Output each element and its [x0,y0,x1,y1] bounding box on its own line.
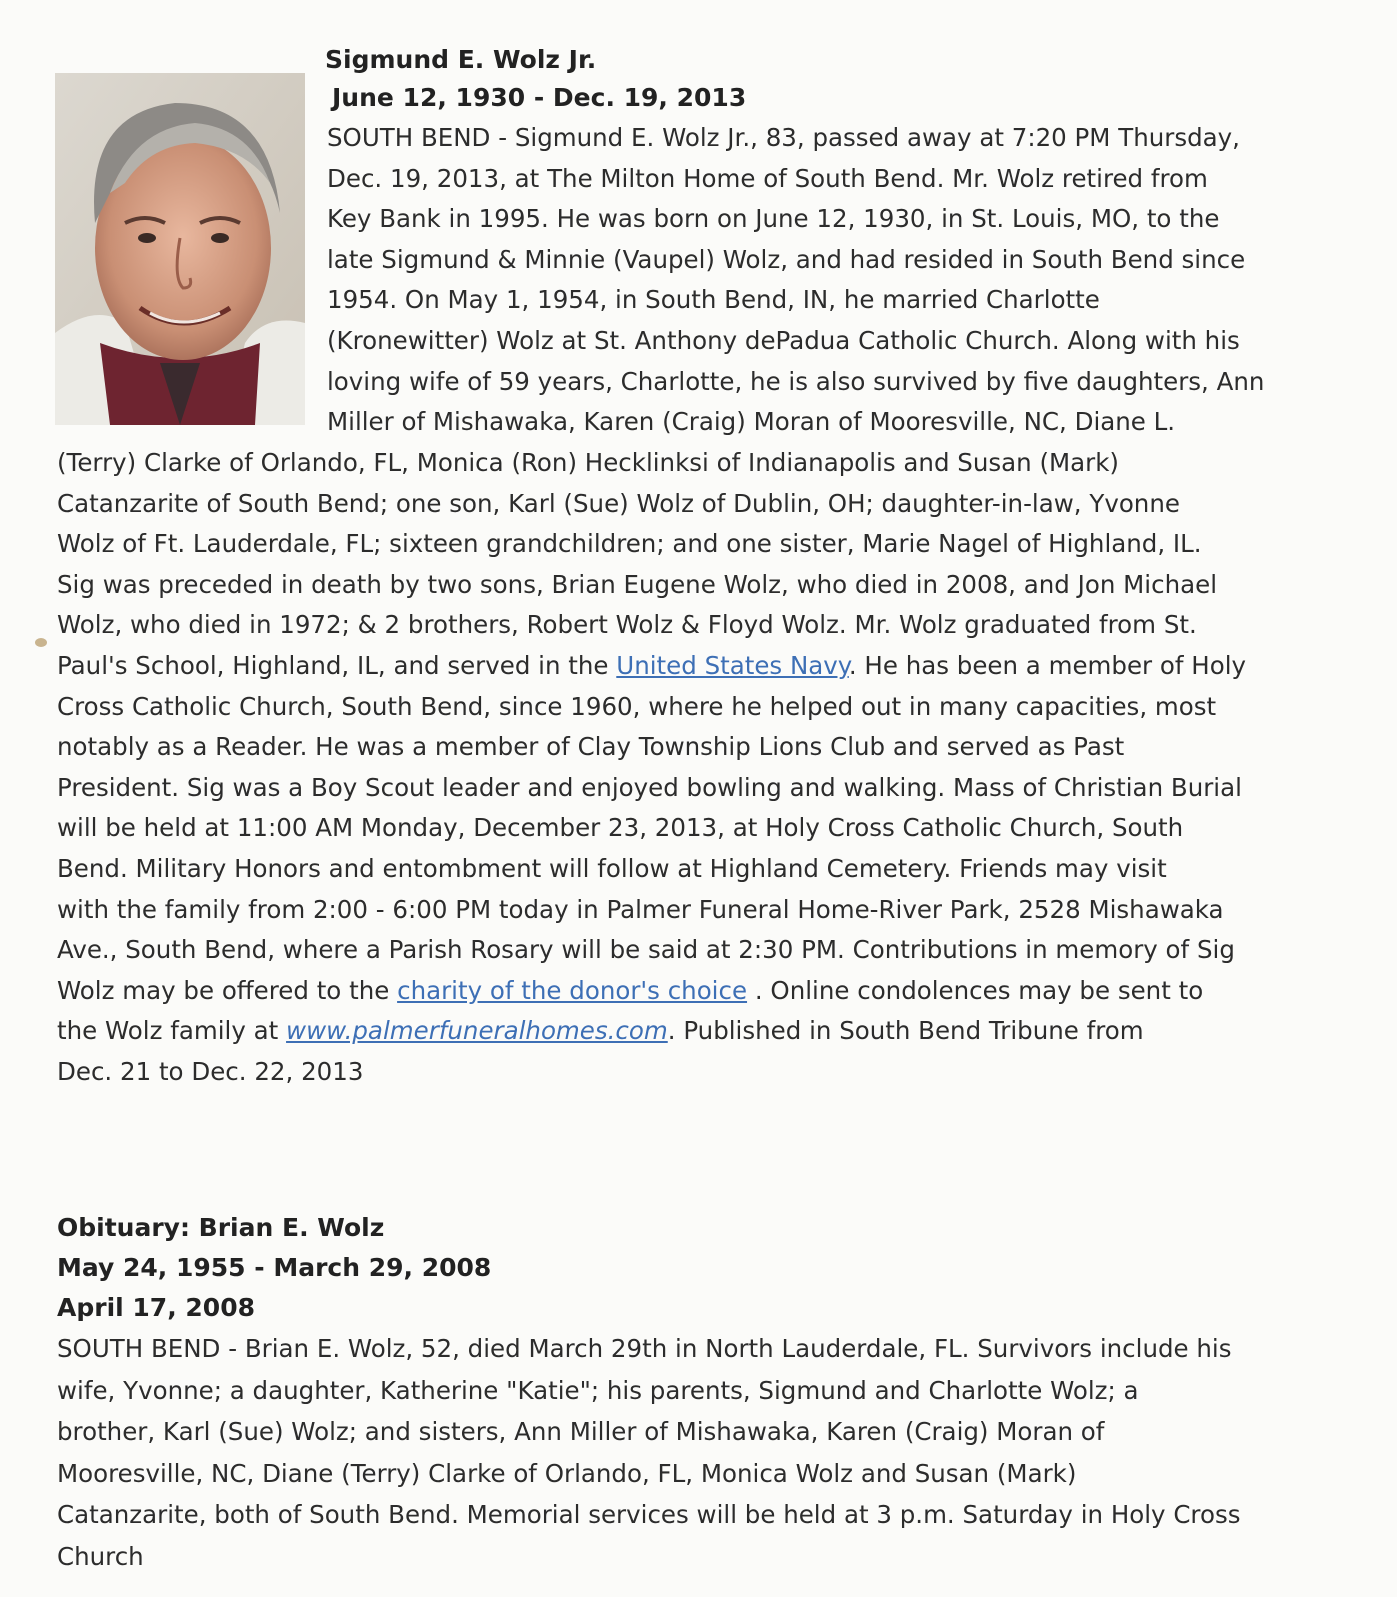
obituary-1-line: (Kronewitter) Wolz at St. Anthony dePadua Catholic Church. Along with his [327,325,1240,355]
charity-link[interactable]: charity of the donor's choice [397,975,748,1005]
obituary-2-published-date: April 17, 2008 [57,1293,255,1322]
obituary-1-name: Sigmund E. Wolz Jr. [325,45,597,74]
obituary-1-charity-line [57,971,1367,1012]
obituary-1-line: will be held at 11:00 AM Monday, December 23, 2013, at Holy Cross Catholic Church, South [57,813,1184,843]
obituary-1-line: Sig was preceded in death by two sons, Brian Eugene Wolz, who died in 2008, and Jon Michael [57,569,1218,599]
obituary-1-line: (Terry) Clarke of Orlando, FL, Monica (Ron) Hecklinksi of Indianapolis and Susan (Mark) [57,448,1119,477]
obituary-2-line: SOUTH BEND - Brian E. Wolz, 52, died March 29th in North Lauderdale, FL. Survivors include his [57,1334,1232,1363]
obituary-1-line: notably as a Reader. He was a member of Clay Township Lions Club and served as Past [57,732,1125,762]
scan-speck [35,638,47,647]
obituary-2-line: Catanzarite, both of South Bend. Memorial services will be held at 3 p.m. Saturday in Holy Cross [57,1500,1241,1529]
website-line-before: the Wolz family at [57,1016,287,1046]
obituary-1-line: Catanzarite of South Bend; one son, Karl (Sue) Wolz of Dublin, OH; daughter-in-law, Yvonne [57,488,1180,518]
navy-line-before: Paul's School, Highland, IL, and served in the [57,650,617,680]
obituary-1-line: Wolz, who died in 1972; & 2 brothers, Robert Wolz & Floyd Wolz. Mr. Wolz graduated from St. [57,610,1197,640]
obituary-1-line: Ave., South Bend, where a Parish Rosary will be said at 2:30 PM. Contributions in memory of Sig [57,935,1235,965]
obituary-1-line: Miller of Mishawaka, Karen (Craig) Moran of Mooresville, NC, Diane L. [327,407,1176,437]
obituary-1-navy-line [57,646,1367,687]
obituary-1-line: Bend. Military Honors and entombment will follow at Highland Cemetery. Friends may visit [57,853,1167,883]
obituary-2-title: Obituary: Brian E. Wolz [57,1213,385,1242]
obituary-2-line: wife, Yvonne; a daughter, Katherine "Katie"; his parents, Sigmund and Charlotte Wolz; a [57,1375,1139,1405]
obituary-1-line: Dec. 21 to Dec. 22, 2013 [57,1056,364,1086]
obituary-1-line: with the family from 2:00 - 6:00 PM today in Palmer Funeral Home-River Park, 2528 Mishawaka [57,894,1224,924]
united-states-navy-link[interactable]: United States Navy [616,650,849,680]
obituary-2-line: Mooresville, NC, Diane (Terry) Clarke of Orlando, FL, Monica Wolz and Susan (Mark) [57,1458,1077,1488]
obituary-1-dates: June 12, 1930 - Dec. 19, 2013 [332,83,747,112]
portrait-photo [55,73,305,425]
website-line-after: . Published in South Bend Tribune from [667,1016,1144,1046]
obituary-1-website-line [57,1011,1367,1052]
obituary-1-line: President. Sig was a Boy Scout leader and enjoyed bowling and walking. Mass of Christian Burial [57,772,1242,802]
obituary-1-line: Wolz of Ft. Lauderdale, FL; sixteen grandchildren; and one sister, Marie Nagel of Highland, IL. [57,529,1202,559]
obituary-1-line: Key Bank in 1995. He was born on June 12, 1930, in St. Louis, MO, to the [327,204,1220,234]
obituary-1-line: Dec. 19, 2013, at The Milton Home of South Bend. Mr. Wolz retired from [327,163,1208,193]
portrait-illustration [55,73,305,425]
navy-line-after: . He has been a member of Holy [848,650,1247,680]
obituary-1-line: Cross Catholic Church, South Bend, since 1960, where he helped out in many capacities, most [57,691,1217,721]
obituary-2-dates: May 24, 1955 - March 29, 2008 [57,1253,492,1282]
obituary-2-line: Church [57,1541,144,1571]
obituary-1-line: SOUTH BEND - Sigmund E. Wolz Jr., 83, passed away at 7:20 PM Thursday, [327,123,1240,152]
charity-line-before: Wolz may be offered to the [57,975,398,1005]
obituary-1-text-full-width [57,443,1367,1093]
obituary-1-line: 1954. On May 1, 1954, in South Bend, IN, he married Charlotte [327,285,1100,315]
obituary-2-text [57,1328,1367,1577]
obituary-1-line: late Sigmund & Minnie (Vaupel) Wolz, and had resided in South Bend since [327,244,1246,274]
obituary-1-line: loving wife of 59 years, Charlotte, he is also survived by five daughters, Ann [327,366,1265,396]
obituary-2-line: brother, Karl (Sue) Wolz; and sisters, Ann Miller of Mishawaka, Karen (Craig) Moran of [57,1417,1105,1446]
funeral-home-website-link[interactable]: www.palmerfuneralhomes.com [286,1016,668,1046]
charity-line-after: . Online condolences may be sent to [747,975,1204,1005]
obituary-1-text-beside-photo [327,118,1367,443]
